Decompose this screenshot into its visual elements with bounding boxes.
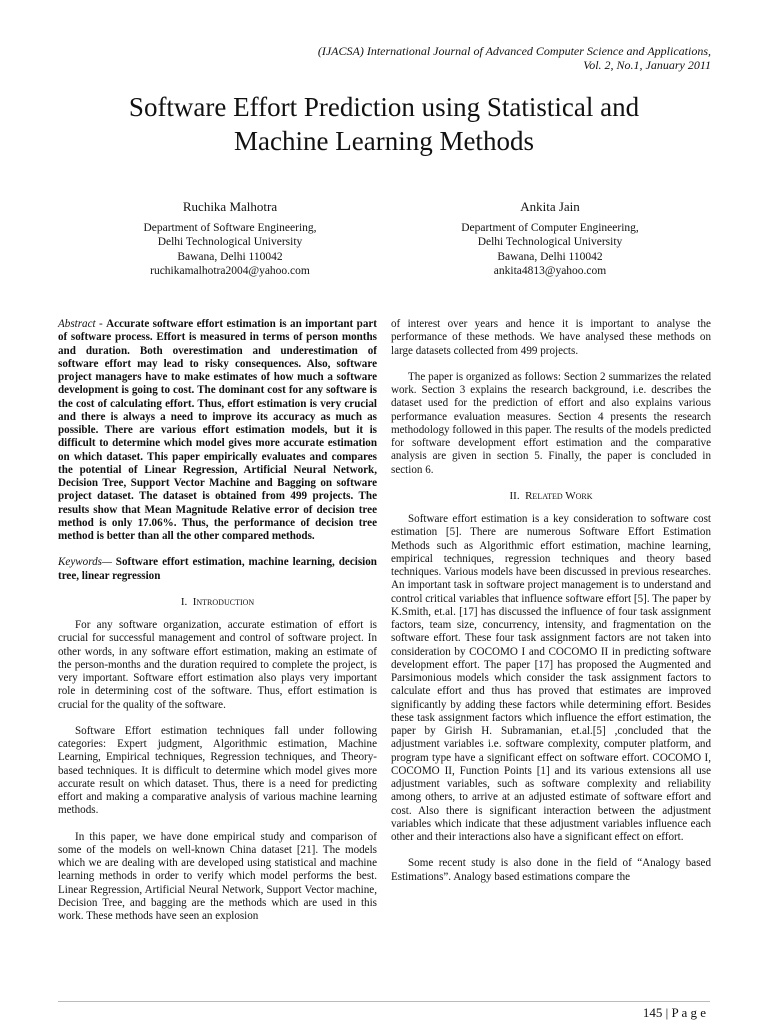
section-title: Related Work — [525, 489, 593, 502]
author-city: Bawana, Delhi 110042 — [497, 250, 603, 263]
journal-name: (IJACSA) International Journal of Advanced Computer Science and Applications, — [317, 44, 711, 58]
section-heading-related-work — [391, 490, 711, 503]
paper-title-line-1: Software Effort Prediction using Statistical and — [128, 92, 640, 122]
section-number: I. — [180, 595, 188, 608]
author-name: Ankita Jain — [520, 199, 580, 214]
intro-continued-paragraph: of interest over years and hence it is important to analyse the performance of these methods. We have analysed these methods on large datasets collected from 499 projects. — [391, 318, 711, 357]
author-department: Department of Computer Engineering, — [461, 221, 639, 234]
section-number: II. — [509, 489, 520, 502]
keywords — [58, 556, 377, 583]
journal-header — [318, 44, 711, 72]
intro-paragraph-3: In this paper, we have done empirical study and comparison of some of the models on well-known China dataset [21]. The models which we are dealing with are developed using statistical and machine learning methods in order to verify which model performs the best. Linear Regression, Artificial Neural Network, Support Vector machine, Decision Tree, and bagging are the methods which are used in this work. These methods have seen an explosion — [58, 830, 377, 922]
author-university: Delhi Technological University — [477, 236, 623, 248]
footer-divider — [58, 1001, 710, 1002]
author-block-2 — [420, 200, 680, 279]
author-university: Delhi Technological University — [157, 236, 303, 248]
left-column — [58, 318, 377, 936]
author-name: Ruchika Malhotra — [182, 199, 278, 214]
intro-paragraph-2: Software Effort estimation techniques fall under following categories: Expert judgment, Algorithmic estimation, Machine Learning, Empirical techniques, Regression techniques, and Theory-based techniques. It is difficult to determine which model gives more accurate result on which dataset. Thus, there is a need for predicting effort and making a comparative analysis of various machine learning methods. — [58, 724, 377, 817]
paper-title — [40, 90, 728, 158]
author-email: ankita4813@yahoo.com — [493, 265, 607, 277]
author-block-1 — [100, 200, 360, 279]
related-work-paragraph-1: Software effort estimation is a key consideration to software cost estimation [5]. There are numerous Software Effort Estimation Methods such as Algorithmic effort estimation, machine learning, empirical techniques, regression techniques and theory based techniques. Various models have been discussed in previous researches. An important task in software project management is to understand and control critical variables that influence software effort [5]. The paper by K.Smith, et.al. [17] has discussed the influence of four task assignment factors, team size, concurrency, intensity, and fragmentation on the software effort. These four task assignment factors are not taken into consideration by COCOMO I and COCOMO II in predicting software development effort. The paper [17] has proposed the Augmented and Parsimonious models which consider the task assignment factors to calculate effort and thus has proved that estimates are improved significantly by adding these factors while determining effort. Besides these task assignment factors which influence the effort estimation, the paper by Girish H. Subramanian, et.al.[5] ,concluded that the adjustment variables i.e. software complexity, computer platform, and program type have a significant effect on software effort. COCOMO I, COCOMO II, Function Points [1] and its various extensions all use adjustment variables, such as software complexity and reliability among others, to arrive at an adjusted estimate of software effort and cost. Also there is significant interaction between the adjustment variables which indicate that these adjustment variables influence each other and their interactions also have a significant effect on effort. — [391, 513, 711, 843]
abstract — [58, 318, 377, 543]
abstract-label: Abstract - — [58, 318, 107, 330]
journal-issue: Vol. 2, No.1, January 2011 — [583, 58, 711, 72]
right-column — [391, 318, 711, 897]
page-number: 145 | P a g e — [642, 1005, 706, 1020]
section-title: Introduction — [192, 595, 255, 608]
abstract-text: Accurate software effort estimation is an important part of software process. Effort is measured in terms of person months and duration. Both overestimation and underestimation of software effort may lead to risky consequences. Also, software project managers have to make estimates of how much a software development is going to cost. The dominant cost for any software is the cost of calculating effort. Thus, effort estimation is very crucial and there is always a need to improve its accuracy as much as possible. There are various effort estimation models, but it is difficult to determine which model gives more accurate estimation on which dataset. This paper empirically evaluates and compares the potential of Linear Regression, Artificial Neural Network, Decision Tree, Support Vector Machine and Bagging on software project dataset. The dataset is obtained from 499 projects. The results show that Mean Magnitude Relative error of decision tree method is only 17.06%. Thus, the performance of decision tree method is better than all the other compared methods. — [58, 318, 377, 542]
author-department: Department of Software Engineering, — [143, 221, 317, 234]
intro-paragraph-1: For any software organization, accurate estimation of effort is crucial for successful management and control of software project. In other words, in any software effort estimation, making an estimate of the person-months and the duration required to complete the project, is very important. Software effort estimation also plays very important role in determining cost of the software. Thus, effort estimation is crucial for the quality of the software. — [58, 619, 377, 711]
related-work-paragraph-2: Some recent study is also done in the field of “Analogy based Estimations”. Analogy based estimations compare the — [391, 857, 711, 883]
keywords-label: Keywords— — [58, 556, 116, 569]
author-email: ruchikamalhotra2004@yahoo.com — [150, 265, 310, 277]
paper-title-line-2: Machine Learning Methods — [234, 126, 534, 156]
author-city: Bawana, Delhi 110042 — [177, 250, 283, 263]
organization-paragraph: The paper is organized as follows: Section 2 summarizes the related work. Section 3 explains the research background, i.e. describes the dataset used for the prediction of effort and also explains various performance evaluation measures. Section 4 presents the research methodology followed in this paper. The results of the models predicted for software development effort estimation and the comparative analysis are given in section 5. Finally, the paper is concluded in section 6. — [391, 370, 711, 476]
keywords-text: Software effort estimation, machine learning, decision tree, linear regression — [58, 556, 377, 582]
section-heading-introduction — [58, 596, 377, 609]
